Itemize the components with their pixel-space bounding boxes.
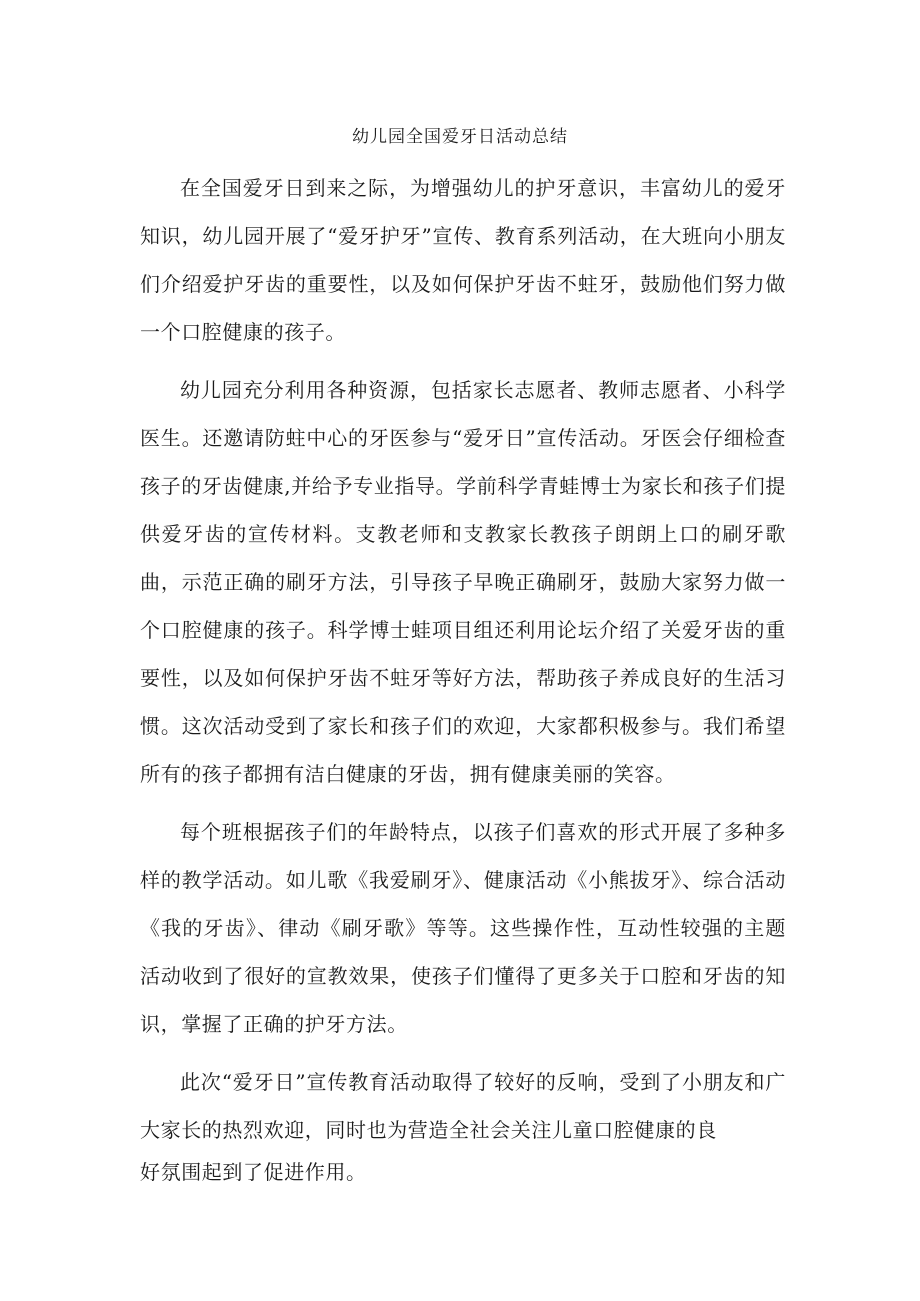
paragraph-class-activities: 每个班根据孩子们的年龄特点，以孩子们喜欢的形式开展了多种多样的教学活动。如儿歌《我爱刷牙》、健康活动《小熊拔牙》、综合活动《我的牙齿》、律动《刷牙歌》等等。这些操作性，互动性较强的主题活动收到了很好的宣教效果，使孩子们懂得了更多关于口腔和牙齿的知识，掌握了正确的护牙方法。: [140, 820, 786, 1036]
page-title: 幼儿园全国爱牙日活动总结: [352, 127, 568, 147]
paragraph-conclusion: [140, 1058, 786, 1190]
paragraph-intro: 在全国爱牙日到来之际，为增强幼儿的护牙意识，丰富幼儿的爱牙知识，幼儿园开展了“爱牙护牙”宣传、教育系列活动，在大班向小朋友们介绍爱护牙齿的重要性，以及如何保护牙齿不蛀牙，鼓励他们努力做一个口腔健康的孩子。: [140, 176, 786, 344]
conclusion-text-tail: 好氛围起到了促进作用。: [140, 1160, 367, 1184]
document-body: [140, 164, 786, 1200]
conclusion-text-main: 此次“爱牙日”宣传教育活动取得了较好的反响，受到了小朋友和广大家长的热烈欢迎，同时也为营造全社会关注儿童口腔健康的良: [140, 1070, 786, 1142]
paragraph-resources: 幼儿园充分利用各种资源，包括家长志愿者、教师志愿者、小科学医生。还邀请防蛀中心的牙医参与“爱牙日”宣传活动。牙医会仔细检查孩子的牙齿健康,并给予专业指导。学前科学青蛙博士为家长和孩子们提供爱牙齿的宣传材料。支教老师和支教家长教孩子朗朗上口的刷牙歌曲，示范正确的刷牙方法，引导孩子早晚正确刷牙，鼓励大家努力做一个口腔健康的孩子。科学博士蛙项目组还利用论坛介绍了关爱牙齿的重要性，以及如何保护牙齿不蛀牙等好方法，帮助孩子养成良好的生活习惯。这次活动受到了家长和孩子们的欢迎，大家都积极参与。我们希望所有的孩子都拥有洁白健康的牙齿，拥有健康美丽的笑容。: [140, 378, 786, 786]
